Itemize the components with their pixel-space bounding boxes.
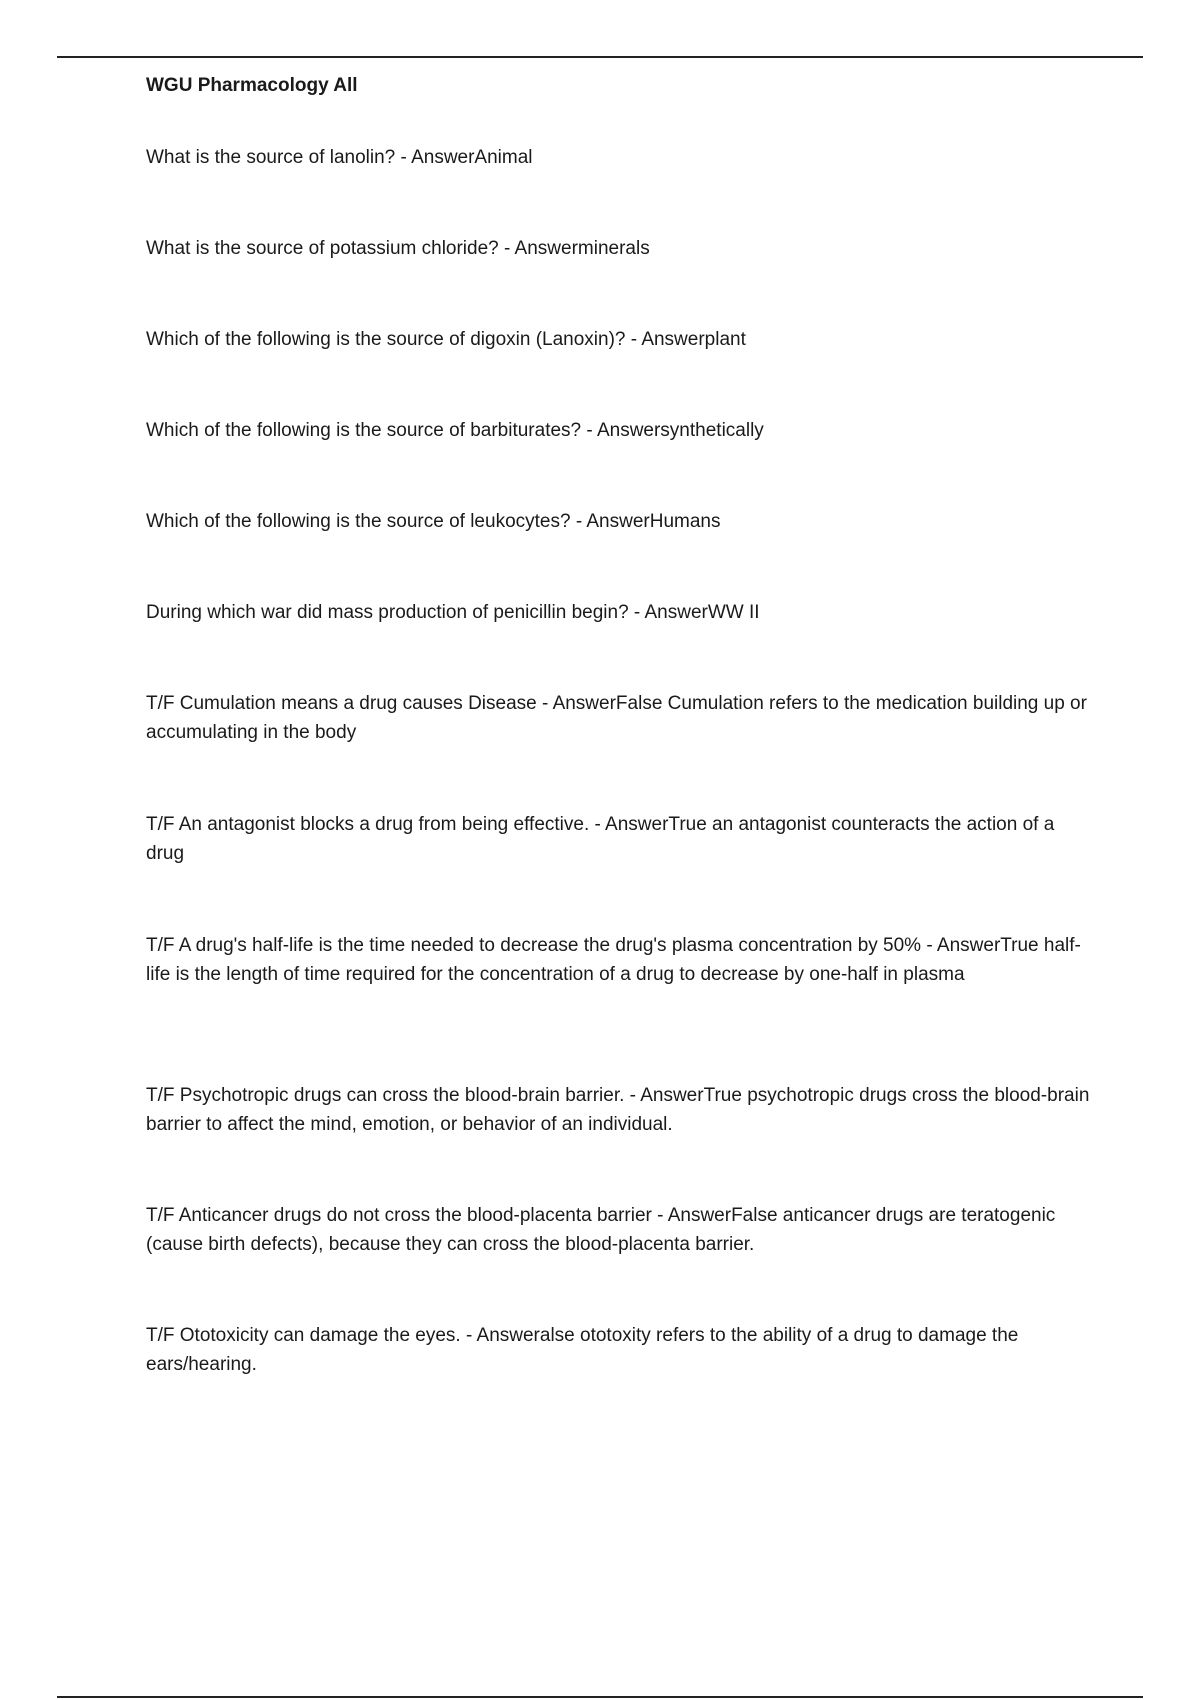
qa-item-5: Which of the following is the source of leukocytes? - AnswerHumans <box>146 511 721 532</box>
qa-item-8: T/F An antagonist blocks a drug from being effective. - AnswerTrue an antagonist counteracts the action of a drug <box>146 814 1055 864</box>
qa-item-10: T/F Psychotropic drugs can cross the blood-brain barrier. - AnswerTrue psychotropic drugs cross the blood-brain barrier to affect the mind, emotion, or behavior of an individual. <box>146 1085 1090 1135</box>
qa-item-11: T/F Anticancer drugs do not cross the blood-placenta barrier - AnswerFalse anticancer drugs are teratogenic (cause birth defects), because they can cross the blood-placenta barrier. <box>146 1205 1056 1255</box>
qa-item-12: T/F Ototoxicity can damage the eyes. - Answeralse ototoxity refers to the ability of a drug to damage the ears/hearing. <box>146 1325 1019 1375</box>
qa-item-3: Which of the following is the source of digoxin (Lanoxin)? - Answerplant <box>146 329 746 350</box>
qa-item-7: T/F Cumulation means a drug causes Disease - AnswerFalse Cumulation refers to the medication building up or accumulating in the body <box>146 693 1087 743</box>
qa-item-9: T/F A drug's half-life is the time needed to decrease the drug's plasma concentration by 50% - AnswerTrue half-life is the length of time required for the concentration of a drug to decrease by one-half in plasma <box>146 935 1081 985</box>
footer-rule <box>57 1696 1143 1698</box>
qa-item-1: What is the source of lanolin? - AnswerAnimal <box>146 147 533 168</box>
qa-item-6: During which war did mass production of penicillin begin? - AnswerWW II <box>146 602 760 623</box>
document-title: WGU Pharmacology All <box>146 75 358 96</box>
qa-item-2: What is the source of potassium chloride? - Answerminerals <box>146 238 650 259</box>
qa-item-4: Which of the following is the source of barbiturates? - Answersynthetically <box>146 420 764 441</box>
header-rule <box>57 56 1143 58</box>
